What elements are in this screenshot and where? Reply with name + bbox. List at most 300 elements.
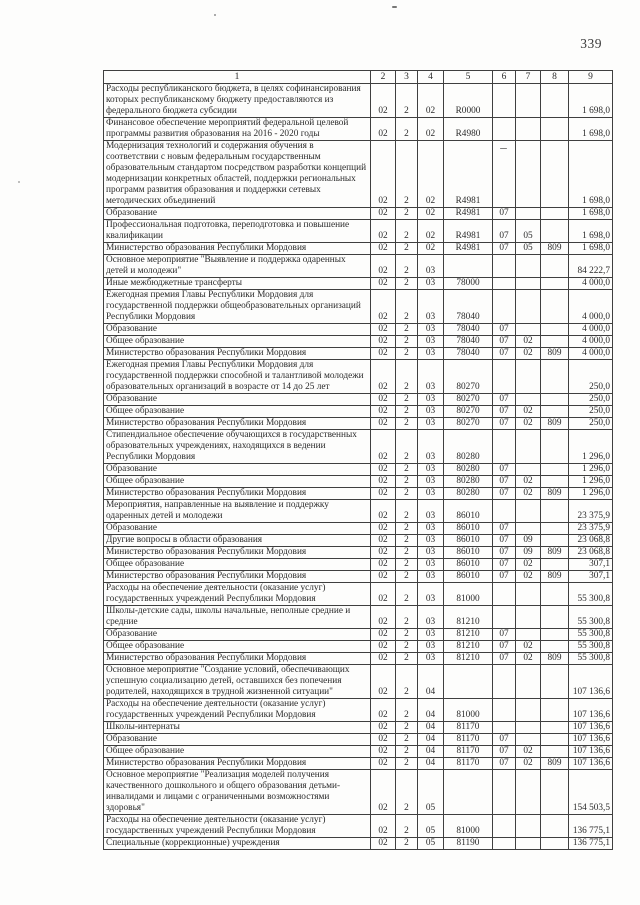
code-cell: 07 bbox=[493, 220, 516, 243]
code-cell: R4980 bbox=[444, 118, 493, 141]
code-cell: R4981 bbox=[444, 243, 493, 255]
table-row bbox=[104, 815, 613, 838]
amount-cell: 1 296,0 bbox=[569, 488, 613, 500]
row-name-cell: Основное мероприятие "Реализация моделей получения качественного дошкольного и общего образования детьми-инвалидами и лицами с ограниченными возможностями здоровья" bbox=[104, 770, 371, 815]
code-cell: 2 bbox=[396, 255, 418, 278]
row-name-cell: Образование bbox=[104, 734, 371, 746]
code-cell: 2 bbox=[396, 488, 418, 500]
table-row bbox=[104, 770, 613, 815]
code-cell: 03 bbox=[418, 418, 444, 430]
table-row bbox=[104, 838, 613, 850]
table-row bbox=[104, 571, 613, 583]
row-name-cell: Специальные (коррекционные) учреждения bbox=[104, 838, 371, 850]
table-row bbox=[104, 324, 613, 336]
code-cell bbox=[541, 278, 569, 290]
code-cell: 2 bbox=[396, 838, 418, 850]
code-cell bbox=[493, 118, 516, 141]
code-cell: 03 bbox=[418, 629, 444, 641]
code-cell: 809 bbox=[541, 758, 569, 770]
code-cell: 02 bbox=[418, 118, 444, 141]
code-cell bbox=[541, 406, 569, 418]
amount-cell: 4 000,0 bbox=[569, 336, 613, 348]
table-row bbox=[104, 758, 613, 770]
code-cell: 03 bbox=[418, 360, 444, 394]
code-cell: 81210 bbox=[444, 629, 493, 641]
code-cell bbox=[493, 430, 516, 464]
code-cell: 2 bbox=[396, 500, 418, 523]
amount-cell: 250,0 bbox=[569, 360, 613, 394]
code-cell: 03 bbox=[418, 348, 444, 360]
code-cell: 78040 bbox=[444, 290, 493, 324]
code-cell bbox=[516, 665, 541, 699]
amount-cell: 4 000,0 bbox=[569, 324, 613, 336]
code-cell bbox=[541, 559, 569, 571]
code-cell: 07 bbox=[493, 488, 516, 500]
code-cell: 02 bbox=[371, 476, 396, 488]
row-name-cell: Расходы на обеспечение деятельности (оказание услуг) государственных учреждений Республики Мордовия bbox=[104, 583, 371, 606]
code-cell: R4981 bbox=[444, 141, 493, 208]
row-name-cell: Министерство образования Республики Мордовия bbox=[104, 488, 371, 500]
code-cell: 2 bbox=[396, 571, 418, 583]
table-row bbox=[104, 641, 613, 653]
amount-cell: 1 698,0 bbox=[569, 208, 613, 220]
code-cell: 2 bbox=[396, 523, 418, 535]
code-cell: 02 bbox=[371, 535, 396, 547]
code-cell: 2 bbox=[396, 535, 418, 547]
code-cell bbox=[493, 699, 516, 722]
amount-cell: 4 000,0 bbox=[569, 278, 613, 290]
code-cell: 04 bbox=[418, 734, 444, 746]
code-cell: 2 bbox=[396, 746, 418, 758]
code-cell bbox=[516, 699, 541, 722]
code-cell: 03 bbox=[418, 394, 444, 406]
code-cell bbox=[541, 665, 569, 699]
row-name-cell: Общее образование bbox=[104, 406, 371, 418]
code-cell: 03 bbox=[418, 255, 444, 278]
code-cell: 07 bbox=[493, 418, 516, 430]
table-row bbox=[104, 118, 613, 141]
row-name-cell: Образование bbox=[104, 394, 371, 406]
row-name-cell: Общее образование bbox=[104, 746, 371, 758]
code-cell: 03 bbox=[418, 571, 444, 583]
table-row bbox=[104, 547, 613, 559]
table-row bbox=[104, 722, 613, 734]
code-cell bbox=[541, 722, 569, 734]
row-name-cell: Образование bbox=[104, 629, 371, 641]
column-header: 1 bbox=[104, 71, 371, 84]
code-cell bbox=[516, 815, 541, 838]
code-cell: 03 bbox=[418, 406, 444, 418]
code-cell bbox=[541, 629, 569, 641]
code-cell: 03 bbox=[418, 606, 444, 629]
code-cell: 02 bbox=[371, 418, 396, 430]
row-name-cell: Министерство образования Республики Мордовия bbox=[104, 653, 371, 665]
table-row bbox=[104, 278, 613, 290]
code-cell bbox=[516, 583, 541, 606]
code-cell: 80270 bbox=[444, 418, 493, 430]
column-header: 2 bbox=[371, 71, 396, 84]
table-row bbox=[104, 430, 613, 464]
amount-cell: 250,0 bbox=[569, 418, 613, 430]
code-cell: 02 bbox=[371, 547, 396, 559]
scan-speck bbox=[392, 6, 397, 8]
code-cell bbox=[541, 746, 569, 758]
code-cell bbox=[516, 324, 541, 336]
row-name-cell: Модернизация технологий и содержания обучения в соответствии с новым федеральным государственным образовательным стандартом посредством разработки концепций модернизации конкретных областей, поддержки региональных программ развития образования и поддержки сетевых методических объединений bbox=[104, 141, 371, 208]
code-cell: 809 bbox=[541, 348, 569, 360]
code-cell bbox=[516, 523, 541, 535]
code-cell: 02 bbox=[371, 360, 396, 394]
code-cell: 05 bbox=[418, 838, 444, 850]
code-cell: 02 bbox=[516, 348, 541, 360]
table-row bbox=[104, 243, 613, 255]
code-cell: 80280 bbox=[444, 488, 493, 500]
code-cell: 03 bbox=[418, 324, 444, 336]
code-cell: 2 bbox=[396, 770, 418, 815]
row-name-cell: Образование bbox=[104, 324, 371, 336]
code-cell: 86010 bbox=[444, 500, 493, 523]
code-cell: 02 bbox=[516, 758, 541, 770]
amount-cell: 107 136,6 bbox=[569, 746, 613, 758]
row-name-cell: Школы-интернаты bbox=[104, 722, 371, 734]
code-cell: 2 bbox=[396, 360, 418, 394]
table-row bbox=[104, 220, 613, 243]
table-row bbox=[104, 606, 613, 629]
code-cell: 02 bbox=[371, 336, 396, 348]
table-row bbox=[104, 629, 613, 641]
amount-cell: 55 300,8 bbox=[569, 653, 613, 665]
code-cell: 80280 bbox=[444, 430, 493, 464]
code-cell: 78040 bbox=[444, 348, 493, 360]
code-cell: 2 bbox=[396, 348, 418, 360]
code-cell bbox=[541, 255, 569, 278]
code-cell: 02 bbox=[371, 278, 396, 290]
code-cell: 04 bbox=[418, 699, 444, 722]
code-cell: 02 bbox=[371, 699, 396, 722]
amount-cell: 23 375,9 bbox=[569, 500, 613, 523]
page-number: 339 bbox=[580, 36, 602, 51]
code-cell: 05 bbox=[516, 243, 541, 255]
amount-cell: 1 296,0 bbox=[569, 430, 613, 464]
code-cell: 81170 bbox=[444, 734, 493, 746]
code-cell: 02 bbox=[371, 84, 396, 118]
table-row bbox=[104, 665, 613, 699]
code-cell: 03 bbox=[418, 547, 444, 559]
code-cell: 03 bbox=[418, 464, 444, 476]
code-cell bbox=[516, 500, 541, 523]
row-name-cell: Министерство образования Республики Мордовия bbox=[104, 758, 371, 770]
code-cell bbox=[516, 84, 541, 118]
code-cell bbox=[541, 476, 569, 488]
code-cell: 02 bbox=[516, 336, 541, 348]
table-row bbox=[104, 583, 613, 606]
table-row bbox=[104, 464, 613, 476]
code-cell: 2 bbox=[396, 406, 418, 418]
code-cell: 07 bbox=[493, 535, 516, 547]
code-cell: 04 bbox=[418, 665, 444, 699]
code-cell: 09 bbox=[516, 535, 541, 547]
amount-cell: 1 698,0 bbox=[569, 84, 613, 118]
code-cell bbox=[541, 141, 569, 208]
row-name-cell: Министерство образования Республики Мордовия bbox=[104, 547, 371, 559]
code-cell bbox=[493, 255, 516, 278]
amount-cell: 136 775,1 bbox=[569, 815, 613, 838]
row-name-cell: Школы-детские сады, школы начальные, неполные средние и средние bbox=[104, 606, 371, 629]
row-name-cell: Образование bbox=[104, 523, 371, 535]
code-cell bbox=[493, 838, 516, 850]
code-cell bbox=[516, 734, 541, 746]
row-name-cell: Образование bbox=[104, 208, 371, 220]
code-cell: 02 bbox=[371, 500, 396, 523]
code-cell: 81210 bbox=[444, 653, 493, 665]
code-cell: 02 bbox=[371, 815, 396, 838]
code-cell: 02 bbox=[516, 571, 541, 583]
code-cell: 03 bbox=[418, 535, 444, 547]
code-cell: 2 bbox=[396, 641, 418, 653]
row-name-cell: Основное мероприятие "Выявление и поддержка одаренных детей и молодежи" bbox=[104, 255, 371, 278]
amount-cell: 23 068,8 bbox=[569, 535, 613, 547]
code-cell: 2 bbox=[396, 418, 418, 430]
amount-cell: 107 136,6 bbox=[569, 665, 613, 699]
code-cell: 81210 bbox=[444, 641, 493, 653]
code-cell: 2 bbox=[396, 583, 418, 606]
code-cell bbox=[541, 815, 569, 838]
amount-cell: 307,1 bbox=[569, 559, 613, 571]
code-cell: 07 bbox=[493, 464, 516, 476]
row-name-cell: Общее образование bbox=[104, 559, 371, 571]
code-cell bbox=[541, 535, 569, 547]
table-row bbox=[104, 360, 613, 394]
code-cell: 2 bbox=[396, 84, 418, 118]
code-cell bbox=[541, 290, 569, 324]
table-row bbox=[104, 488, 613, 500]
code-cell: 81000 bbox=[444, 815, 493, 838]
code-cell: 809 bbox=[541, 488, 569, 500]
table-row bbox=[104, 653, 613, 665]
amount-cell: 84 222,7 bbox=[569, 255, 613, 278]
code-cell: 07 bbox=[493, 641, 516, 653]
code-cell: 2 bbox=[396, 430, 418, 464]
code-cell: 03 bbox=[418, 641, 444, 653]
code-cell: 02 bbox=[516, 746, 541, 758]
column-header: 3 bbox=[396, 71, 418, 84]
code-cell bbox=[516, 255, 541, 278]
row-name-cell: Другие вопросы в области образования bbox=[104, 535, 371, 547]
code-cell: 05 bbox=[418, 770, 444, 815]
table-row bbox=[104, 406, 613, 418]
code-cell: 02 bbox=[371, 653, 396, 665]
code-cell: 86010 bbox=[444, 571, 493, 583]
row-name-cell: Иные межбюджетные трансферты bbox=[104, 278, 371, 290]
row-name-cell: Образование bbox=[104, 464, 371, 476]
code-cell: 80280 bbox=[444, 476, 493, 488]
amount-cell: 107 136,6 bbox=[569, 734, 613, 746]
code-cell: 809 bbox=[541, 653, 569, 665]
code-cell bbox=[541, 699, 569, 722]
table-row bbox=[104, 141, 613, 208]
amount-cell: 4 000,0 bbox=[569, 290, 613, 324]
code-cell: 07 bbox=[493, 348, 516, 360]
code-cell bbox=[493, 770, 516, 815]
code-cell bbox=[516, 360, 541, 394]
code-cell bbox=[541, 770, 569, 815]
code-cell bbox=[444, 665, 493, 699]
code-cell: 2 bbox=[396, 278, 418, 290]
code-cell: 02 bbox=[371, 118, 396, 141]
header-row bbox=[104, 71, 613, 84]
table-row bbox=[104, 255, 613, 278]
code-cell bbox=[541, 84, 569, 118]
row-name-cell: Министерство образования Республики Мордовия bbox=[104, 348, 371, 360]
code-cell: 04 bbox=[418, 758, 444, 770]
code-cell: 2 bbox=[396, 476, 418, 488]
code-cell bbox=[541, 583, 569, 606]
code-cell bbox=[541, 336, 569, 348]
code-cell: 80270 bbox=[444, 394, 493, 406]
code-cell: 2 bbox=[396, 324, 418, 336]
code-cell: 02 bbox=[516, 406, 541, 418]
table-row bbox=[104, 734, 613, 746]
code-cell: 02 bbox=[371, 606, 396, 629]
code-cell: 81000 bbox=[444, 699, 493, 722]
scan-speck bbox=[214, 14, 216, 16]
amount-cell: 1 698,0 bbox=[569, 118, 613, 141]
code-cell: 02 bbox=[371, 523, 396, 535]
code-cell bbox=[541, 394, 569, 406]
column-header: 4 bbox=[418, 71, 444, 84]
code-cell: 02 bbox=[371, 571, 396, 583]
code-cell bbox=[516, 208, 541, 220]
code-cell: 02 bbox=[371, 838, 396, 850]
code-cell: 2 bbox=[396, 118, 418, 141]
amount-cell: 55 300,8 bbox=[569, 629, 613, 641]
code-cell: 86010 bbox=[444, 523, 493, 535]
code-cell: 02 bbox=[516, 488, 541, 500]
code-cell: 02 bbox=[516, 641, 541, 653]
row-name-cell: Министерство образования Республики Мордовия bbox=[104, 571, 371, 583]
code-cell bbox=[516, 606, 541, 629]
code-cell: 02 bbox=[371, 348, 396, 360]
table-row bbox=[104, 418, 613, 430]
code-cell: 2 bbox=[396, 220, 418, 243]
code-cell: 2 bbox=[396, 336, 418, 348]
code-cell: 02 bbox=[371, 406, 396, 418]
table-row bbox=[104, 523, 613, 535]
code-cell: 2 bbox=[396, 290, 418, 324]
code-cell: 02 bbox=[371, 243, 396, 255]
code-cell bbox=[493, 815, 516, 838]
code-cell: 2 bbox=[396, 394, 418, 406]
code-cell: 81170 bbox=[444, 746, 493, 758]
code-cell: 809 bbox=[541, 547, 569, 559]
code-cell: 78040 bbox=[444, 336, 493, 348]
code-cell: 02 bbox=[371, 629, 396, 641]
code-cell: 2 bbox=[396, 653, 418, 665]
code-cell bbox=[516, 770, 541, 815]
code-cell: 02 bbox=[371, 430, 396, 464]
code-cell bbox=[493, 290, 516, 324]
table-row bbox=[104, 208, 613, 220]
code-cell: 2 bbox=[396, 665, 418, 699]
code-cell: 03 bbox=[418, 523, 444, 535]
code-cell: 78000 bbox=[444, 278, 493, 290]
code-cell: 07 bbox=[493, 746, 516, 758]
code-cell: 02 bbox=[371, 641, 396, 653]
row-name-cell: Профессиональная подготовка, переподготовка и повышение квалификации bbox=[104, 220, 371, 243]
code-cell: 07 bbox=[493, 758, 516, 770]
amount-cell: 1 698,0 bbox=[569, 243, 613, 255]
column-header: 5 bbox=[444, 71, 493, 84]
code-cell bbox=[541, 500, 569, 523]
table-row bbox=[104, 348, 613, 360]
code-cell: 05 bbox=[418, 815, 444, 838]
code-cell: 81190 bbox=[444, 838, 493, 850]
code-cell: 07 bbox=[493, 476, 516, 488]
table-row bbox=[104, 290, 613, 324]
code-cell bbox=[493, 360, 516, 394]
amount-cell: 55 300,8 bbox=[569, 606, 613, 629]
row-name-cell: Министерство образования Республики Мордовия bbox=[104, 418, 371, 430]
code-cell: 07 bbox=[493, 559, 516, 571]
code-cell: 2 bbox=[396, 141, 418, 208]
code-cell: 80270 bbox=[444, 406, 493, 418]
amount-cell: 1 698,0 bbox=[569, 141, 613, 208]
code-cell: 03 bbox=[418, 583, 444, 606]
code-cell: 02 bbox=[371, 746, 396, 758]
column-header: 9 bbox=[569, 71, 613, 84]
code-cell bbox=[493, 583, 516, 606]
scan-speck bbox=[500, 148, 507, 149]
code-cell: 03 bbox=[418, 278, 444, 290]
code-cell: 02 bbox=[371, 583, 396, 606]
code-cell bbox=[493, 84, 516, 118]
amount-cell: 55 300,8 bbox=[569, 641, 613, 653]
code-cell: 2 bbox=[396, 734, 418, 746]
code-cell: 02 bbox=[371, 758, 396, 770]
code-cell bbox=[516, 394, 541, 406]
code-cell bbox=[541, 220, 569, 243]
code-cell bbox=[493, 141, 516, 208]
code-cell: 2 bbox=[396, 758, 418, 770]
row-name-cell: Общее образование bbox=[104, 336, 371, 348]
code-cell: 80280 bbox=[444, 464, 493, 476]
code-cell: 02 bbox=[418, 243, 444, 255]
code-cell: 809 bbox=[541, 418, 569, 430]
amount-cell: 250,0 bbox=[569, 394, 613, 406]
code-cell: 80270 bbox=[444, 360, 493, 394]
code-cell: 02 bbox=[371, 734, 396, 746]
code-cell bbox=[541, 734, 569, 746]
amount-cell: 107 136,6 bbox=[569, 758, 613, 770]
code-cell: 07 bbox=[493, 629, 516, 641]
code-cell bbox=[516, 722, 541, 734]
code-cell: 2 bbox=[396, 243, 418, 255]
amount-cell: 307,1 bbox=[569, 571, 613, 583]
row-name-cell: Расходы на обеспечение деятельности (оказание услуг) государственных учреждений Республики Мордовия bbox=[104, 815, 371, 838]
code-cell: 86010 bbox=[444, 559, 493, 571]
row-name-cell: Финансовое обеспечение мероприятий федеральной целевой программы развития образования на 2016 - 2020 годы bbox=[104, 118, 371, 141]
code-cell: 02 bbox=[371, 665, 396, 699]
row-name-cell: Общее образование bbox=[104, 476, 371, 488]
code-cell bbox=[541, 430, 569, 464]
table-row bbox=[104, 746, 613, 758]
code-cell bbox=[516, 141, 541, 208]
code-cell bbox=[541, 838, 569, 850]
table-row bbox=[104, 699, 613, 722]
row-name-cell: Министерство образования Республики Мордовия bbox=[104, 243, 371, 255]
code-cell: 07 bbox=[493, 523, 516, 535]
code-cell: 02 bbox=[516, 476, 541, 488]
